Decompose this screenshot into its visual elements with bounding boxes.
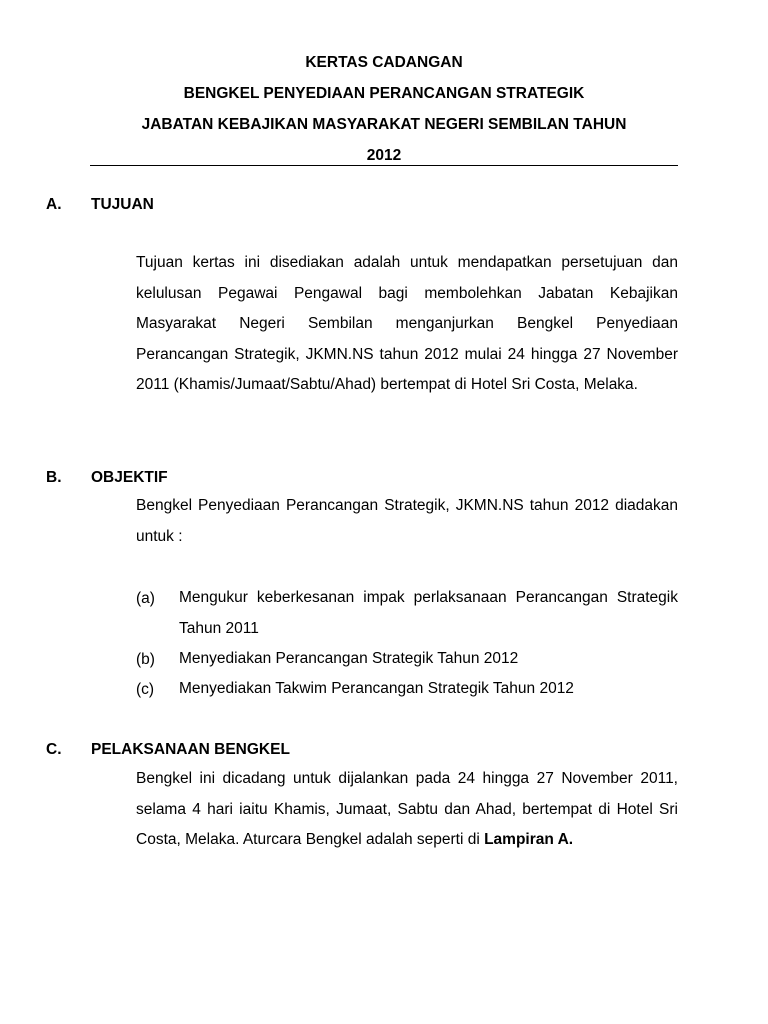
doc-title-line-3: JABATAN KEBAJIKAN MASYARAKAT NEGERI SEMBILAN TAHUN <box>141 116 627 133</box>
section-c-letter: C. <box>46 741 62 758</box>
title-underline <box>90 165 678 166</box>
section-c-heading: PELAKSANAAN BENGKEL <box>91 741 290 758</box>
appendix-reference: Lampiran A. <box>484 831 574 848</box>
objective-item-text: Mengukur keberkesanan impak perlaksanaan Perancangan Strategik Tahun 2011 <box>179 589 678 637</box>
section-a-letter: A. <box>46 196 62 213</box>
doc-title-line-2: BENGKEL PENYEDIAAN PERANCANGAN STRATEGIK <box>183 85 585 102</box>
section-c-body-text: Bengkel ini dicadang untuk dijalankan pada 24 hingga 27 November 2011, selama 4 hari iaitu Khamis, Jumaat, Sabtu dan Ahad, bertempat di Hotel Sri Costa, Melaka. Aturcara Bengkel adalah seperti di <box>136 770 678 848</box>
objective-item-text: Menyediakan Perancangan Strategik Tahun 2012 <box>179 650 519 667</box>
section-a-heading: TUJUAN <box>91 196 154 213</box>
doc-title-line-4: 2012 <box>366 147 402 164</box>
section-c-body <box>136 764 678 856</box>
section-a-body: Tujuan kertas ini disediakan adalah untuk mendapatkan persetujuan dan kelulusan Pegawai Pengawal bagi membolehkan Jabatan Kebajikan Masyarakat Negeri Sembilan menganjurkan Bengkel Penyediaan Perancangan Strategik, JKMN.NS tahun 2012 mulai 24 hingga 27 November 2011 (Khamis/Jumaat/Sabtu/Ahad) bertempat di Hotel Sri Costa, Melaka. <box>136 254 678 393</box>
objective-item-label: (a) <box>136 590 155 607</box>
section-b-heading: OBJEKTIF <box>91 469 168 486</box>
objective-item-label: (c) <box>136 681 155 698</box>
objective-item-label: (b) <box>136 651 155 668</box>
objective-item-text: Menyediakan Takwim Perancangan Strategik Tahun 2012 <box>179 680 574 697</box>
doc-title-line-1: KERTAS CADANGAN <box>305 54 463 71</box>
section-b-letter: B. <box>46 469 62 486</box>
section-b-intro: Bengkel Penyediaan Perancangan Strategik, JKMN.NS tahun 2012 diadakan untuk : <box>136 497 678 545</box>
